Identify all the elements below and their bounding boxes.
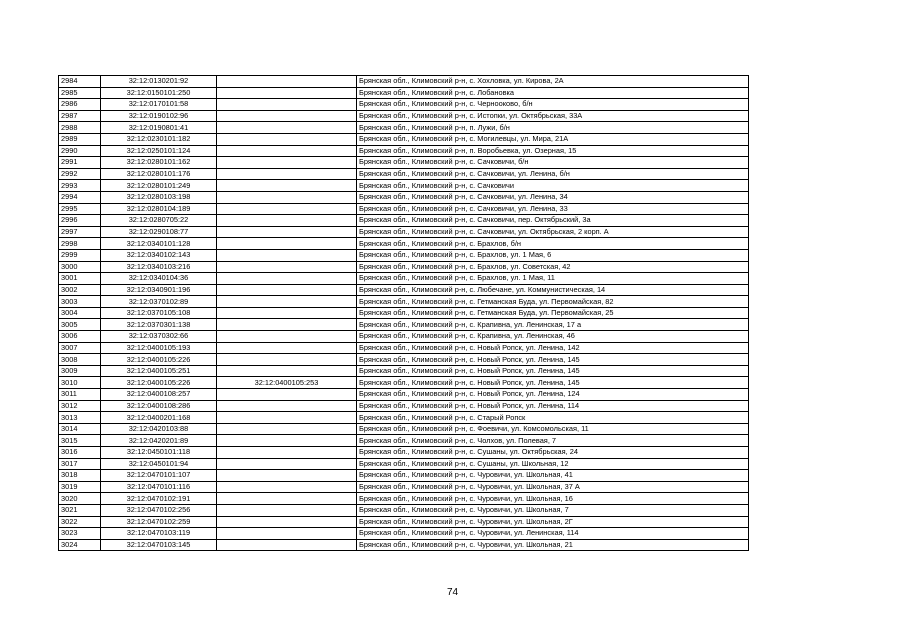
table-row (59, 470, 749, 482)
related-cadastral-number-cell (217, 319, 357, 331)
address-cell: Брянская обл., Климовский р-н, с. Чуровичи, ул. Школьная, 7 (357, 504, 749, 516)
cadastral-number-cell: 32:12:0340103:216 (101, 261, 217, 273)
table-row (59, 516, 749, 528)
row-number-cell: 3006 (59, 331, 101, 343)
address-cell: Брянская обл., Климовский р-н, с. Крапивна, ул. Ленинская, 46 (357, 331, 749, 343)
table-row (59, 493, 749, 505)
related-cadastral-number-cell (217, 238, 357, 250)
row-number-cell: 3011 (59, 389, 101, 401)
row-number-cell: 3018 (59, 470, 101, 482)
table-row (59, 412, 749, 424)
table-row (59, 249, 749, 261)
row-number-cell: 3014 (59, 423, 101, 435)
address-cell: Брянская обл., Климовский р-н, с. Хохловка, ул. Кирова, 2А (357, 76, 749, 88)
row-number-cell: 3019 (59, 481, 101, 493)
related-cadastral-number-cell (217, 365, 357, 377)
cadastral-number-cell: 32:12:0370302:66 (101, 331, 217, 343)
table-row (59, 331, 749, 343)
table-row (59, 354, 749, 366)
table-row (59, 273, 749, 285)
cadastral-number-cell: 32:12:0420103:88 (101, 423, 217, 435)
property-register-table (58, 75, 749, 551)
address-cell: Брянская обл., Климовский р-н, с. Старый Ропск (357, 412, 749, 424)
cadastral-number-cell: 32:12:0400105:226 (101, 354, 217, 366)
related-cadastral-number-cell: 32:12:0400105:253 (217, 377, 357, 389)
row-number-cell: 2986 (59, 99, 101, 111)
table-row (59, 180, 749, 192)
row-number-cell: 2987 (59, 110, 101, 122)
row-number-cell: 2990 (59, 145, 101, 157)
row-number-cell: 3010 (59, 377, 101, 389)
table-row (59, 157, 749, 169)
related-cadastral-number-cell (217, 133, 357, 145)
row-number-cell: 3001 (59, 273, 101, 285)
address-cell: Брянская обл., Климовский р-н, с. Чуровичи, ул. Школьная, 16 (357, 493, 749, 505)
address-cell: Брянская обл., Климовский р-н, с. Могилевцы, ул. Мира, 21А (357, 133, 749, 145)
table-row (59, 215, 749, 227)
related-cadastral-number-cell (217, 331, 357, 343)
table-row (59, 400, 749, 412)
related-cadastral-number-cell (217, 296, 357, 308)
related-cadastral-number-cell (217, 423, 357, 435)
related-cadastral-number-cell (217, 400, 357, 412)
row-number-cell: 3020 (59, 493, 101, 505)
address-cell: Брянская обл., Климовский р-н, с. Сачковичи (357, 180, 749, 192)
related-cadastral-number-cell (217, 226, 357, 238)
cadastral-number-cell: 32:12:0400201:168 (101, 412, 217, 424)
cadastral-number-cell: 32:12:0340102:143 (101, 249, 217, 261)
row-number-cell: 3013 (59, 412, 101, 424)
address-cell: Брянская обл., Климовский р-н, с. Гетманская Буда, ул. Первомайская, 82 (357, 296, 749, 308)
address-cell: Брянская обл., Климовский р-н, с. Истопки, ул. Октябрьская, 33А (357, 110, 749, 122)
related-cadastral-number-cell (217, 354, 357, 366)
address-cell: Брянская обл., Климовский р-н, с. Любечане, ул. Коммунистическая, 14 (357, 284, 749, 296)
cadastral-number-cell: 32:12:0280101:249 (101, 180, 217, 192)
address-cell: Брянская обл., Климовский р-н, с. Сушаны, ул. Октябрьская, 24 (357, 447, 749, 459)
table-row (59, 87, 749, 99)
row-number-cell: 3016 (59, 447, 101, 459)
related-cadastral-number-cell (217, 261, 357, 273)
cadastral-number-cell: 32:12:0340901:196 (101, 284, 217, 296)
row-number-cell: 3015 (59, 435, 101, 447)
row-number-cell: 2994 (59, 191, 101, 203)
table-body (59, 76, 749, 551)
address-cell: Брянская обл., Климовский р-н, с. Чернооково, б/н (357, 99, 749, 111)
cadastral-number-cell: 32:12:0150101:250 (101, 87, 217, 99)
cadastral-number-cell: 32:12:0370301:138 (101, 319, 217, 331)
address-cell: Брянская обл., Климовский р-н, с. Новый Ропск, ул. Ленина, 145 (357, 354, 749, 366)
row-number-cell: 2985 (59, 87, 101, 99)
table-row (59, 458, 749, 470)
related-cadastral-number-cell (217, 435, 357, 447)
related-cadastral-number-cell (217, 470, 357, 482)
table-row (59, 481, 749, 493)
address-cell: Брянская обл., Климовский р-н, с. Сачковичи, ул. Ленина, б/н (357, 168, 749, 180)
address-cell: Брянская обл., Климовский р-н, п. Воробьевка, ул. Озерная, 15 (357, 145, 749, 157)
related-cadastral-number-cell (217, 76, 357, 88)
cadastral-number-cell: 32:12:0470102:256 (101, 504, 217, 516)
cadastral-number-cell: 32:12:0370105:108 (101, 307, 217, 319)
address-cell: Брянская обл., Климовский р-н, с. Чуровичи, ул. Школьная, 2Г (357, 516, 749, 528)
cadastral-number-cell: 32:12:0230101:182 (101, 133, 217, 145)
related-cadastral-number-cell (217, 99, 357, 111)
row-number-cell: 3004 (59, 307, 101, 319)
address-cell: Брянская обл., Климовский р-н, п. Лужи, б/н (357, 122, 749, 134)
cadastral-number-cell: 32:12:0190801:41 (101, 122, 217, 134)
address-cell: Брянская обл., Климовский р-н, с. Сачковичи, ул. Ленина, 34 (357, 191, 749, 203)
row-number-cell: 3000 (59, 261, 101, 273)
address-cell: Брянская обл., Климовский р-н, с. Новый Ропск, ул. Ленина, 145 (357, 365, 749, 377)
cadastral-number-cell: 32:12:0280104:189 (101, 203, 217, 215)
related-cadastral-number-cell (217, 203, 357, 215)
address-cell: Брянская обл., Климовский р-н, с. Чуровичи, ул. Школьная, 37 А (357, 481, 749, 493)
cadastral-number-cell: 32:12:0340104:36 (101, 273, 217, 285)
related-cadastral-number-cell (217, 342, 357, 354)
address-cell: Брянская обл., Климовский р-н, с. Брахлов, ул. 1 Мая, 6 (357, 249, 749, 261)
cadastral-number-cell: 32:12:0280705:22 (101, 215, 217, 227)
table-row (59, 76, 749, 88)
related-cadastral-number-cell (217, 528, 357, 540)
table-row (59, 377, 749, 389)
table-row (59, 423, 749, 435)
table-row (59, 296, 749, 308)
table-row (59, 342, 749, 354)
cadastral-number-cell: 32:12:0250101:124 (101, 145, 217, 157)
related-cadastral-number-cell (217, 539, 357, 551)
cadastral-number-cell: 32:12:0470101:107 (101, 470, 217, 482)
related-cadastral-number-cell (217, 481, 357, 493)
row-number-cell: 3021 (59, 504, 101, 516)
address-cell: Брянская обл., Климовский р-н, с. Чуровичи, ул. Школьная, 21 (357, 539, 749, 551)
related-cadastral-number-cell (217, 168, 357, 180)
cadastral-number-cell: 32:12:0280103:198 (101, 191, 217, 203)
table-row (59, 110, 749, 122)
table-row (59, 539, 749, 551)
row-number-cell: 2997 (59, 226, 101, 238)
cadastral-number-cell: 32:12:0450101:118 (101, 447, 217, 459)
row-number-cell: 3024 (59, 539, 101, 551)
row-number-cell: 2998 (59, 238, 101, 250)
related-cadastral-number-cell (217, 180, 357, 192)
table-row (59, 191, 749, 203)
related-cadastral-number-cell (217, 493, 357, 505)
cadastral-number-cell: 32:12:0280101:176 (101, 168, 217, 180)
address-cell: Брянская обл., Климовский р-н, с. Сачковичи, ул. Октябрьская, 2 корп. А (357, 226, 749, 238)
address-cell: Брянская обл., Климовский р-н, с. Сушаны, ул. Школьная, 12 (357, 458, 749, 470)
table-row (59, 435, 749, 447)
related-cadastral-number-cell (217, 191, 357, 203)
cadastral-number-cell: 32:12:0420201:89 (101, 435, 217, 447)
related-cadastral-number-cell (217, 458, 357, 470)
cadastral-number-cell: 32:12:0400105:226 (101, 377, 217, 389)
cadastral-number-cell: 32:12:0470101:116 (101, 481, 217, 493)
table-row (59, 319, 749, 331)
table-row (59, 122, 749, 134)
page-number: 74 (446, 587, 459, 598)
cadastral-number-cell: 32:12:0450101:94 (101, 458, 217, 470)
table-row (59, 389, 749, 401)
row-number-cell: 2992 (59, 168, 101, 180)
cadastral-number-cell: 32:12:0400108:257 (101, 389, 217, 401)
cadastral-number-cell: 32:12:0340101:128 (101, 238, 217, 250)
table-row (59, 203, 749, 215)
row-number-cell: 3012 (59, 400, 101, 412)
table-row (59, 528, 749, 540)
table-row (59, 504, 749, 516)
row-number-cell: 2989 (59, 133, 101, 145)
row-number-cell: 3022 (59, 516, 101, 528)
related-cadastral-number-cell (217, 412, 357, 424)
table-row (59, 447, 749, 459)
related-cadastral-number-cell (217, 87, 357, 99)
cadastral-number-cell: 32:12:0470103:119 (101, 528, 217, 540)
related-cadastral-number-cell (217, 157, 357, 169)
address-cell: Брянская обл., Климовский р-н, с. Брахлов, ул. Советская, 42 (357, 261, 749, 273)
address-cell: Брянская обл., Климовский р-н, с. Лобановка (357, 87, 749, 99)
address-cell: Брянская обл., Климовский р-н, с. Чуровичи, ул. Школьная, 41 (357, 470, 749, 482)
related-cadastral-number-cell (217, 447, 357, 459)
related-cadastral-number-cell (217, 215, 357, 227)
cadastral-number-cell: 32:12:0400105:193 (101, 342, 217, 354)
row-number-cell: 2988 (59, 122, 101, 134)
table-row (59, 145, 749, 157)
table-row (59, 365, 749, 377)
cadastral-number-cell: 32:12:0470102:259 (101, 516, 217, 528)
cadastral-number-cell: 32:12:0170101:58 (101, 99, 217, 111)
row-number-cell: 3002 (59, 284, 101, 296)
related-cadastral-number-cell (217, 145, 357, 157)
address-cell: Брянская обл., Климовский р-н, с. Чуровичи, ул. Ленинская, 114 (357, 528, 749, 540)
row-number-cell: 2993 (59, 180, 101, 192)
row-number-cell: 2995 (59, 203, 101, 215)
related-cadastral-number-cell (217, 389, 357, 401)
related-cadastral-number-cell (217, 273, 357, 285)
row-number-cell: 2999 (59, 249, 101, 261)
table-row (59, 238, 749, 250)
related-cadastral-number-cell (217, 110, 357, 122)
address-cell: Брянская обл., Климовский р-н, с. Новый Ропск, ул. Ленина, 114 (357, 400, 749, 412)
table-row (59, 168, 749, 180)
address-cell: Брянская обл., Климовский р-н, с. Сачковичи, б/н (357, 157, 749, 169)
address-cell: Брянская обл., Климовский р-н, с. Новый Ропск, ул. Ленина, 142 (357, 342, 749, 354)
table-row (59, 307, 749, 319)
table-row (59, 226, 749, 238)
address-cell: Брянская обл., Климовский р-н, с. Гетманская Буда, ул. Первомайская, 25 (357, 307, 749, 319)
related-cadastral-number-cell (217, 504, 357, 516)
related-cadastral-number-cell (217, 307, 357, 319)
table-row (59, 284, 749, 296)
cadastral-number-cell: 32:12:0130201:92 (101, 76, 217, 88)
related-cadastral-number-cell (217, 249, 357, 261)
row-number-cell: 3008 (59, 354, 101, 366)
address-cell: Брянская обл., Климовский р-н, с. Сачковичи, пер. Октябрьский, 3а (357, 215, 749, 227)
table-row (59, 133, 749, 145)
cadastral-number-cell: 32:12:0400108:286 (101, 400, 217, 412)
table-row (59, 99, 749, 111)
cadastral-number-cell: 32:12:0400105:251 (101, 365, 217, 377)
cadastral-number-cell: 32:12:0280101:162 (101, 157, 217, 169)
cadastral-number-cell: 32:12:0190102:96 (101, 110, 217, 122)
related-cadastral-number-cell (217, 516, 357, 528)
cadastral-number-cell: 32:12:0470102:191 (101, 493, 217, 505)
address-cell: Брянская обл., Климовский р-н, с. Фоевичи, ул. Комсомольская, 11 (357, 423, 749, 435)
address-cell: Брянская обл., Климовский р-н, с. Сачковичи, ул. Ленина, 33 (357, 203, 749, 215)
address-cell: Брянская обл., Климовский р-н, с. Брахлов, ул. 1 Мая, 11 (357, 273, 749, 285)
address-cell: Брянская обл., Климовский р-н, с. Крапивна, ул. Ленинская, 17 а (357, 319, 749, 331)
row-number-cell: 3009 (59, 365, 101, 377)
cadastral-number-cell: 32:12:0370102:89 (101, 296, 217, 308)
address-cell: Брянская обл., Климовский р-н, с. Новый Ропск, ул. Ленина, 124 (357, 389, 749, 401)
row-number-cell: 3005 (59, 319, 101, 331)
row-number-cell: 2984 (59, 76, 101, 88)
row-number-cell: 3007 (59, 342, 101, 354)
related-cadastral-number-cell (217, 284, 357, 296)
related-cadastral-number-cell (217, 122, 357, 134)
table-row (59, 261, 749, 273)
row-number-cell: 3003 (59, 296, 101, 308)
row-number-cell: 2996 (59, 215, 101, 227)
address-cell: Брянская обл., Климовский р-н, с. Брахлов, б/н (357, 238, 749, 250)
cadastral-number-cell: 32:12:0470103:145 (101, 539, 217, 551)
address-cell: Брянская обл., Климовский р-н, с. Чолхов, ул. Полевая, 7 (357, 435, 749, 447)
row-number-cell: 3023 (59, 528, 101, 540)
address-cell: Брянская обл., Климовский р-н, с. Новый Ропск, ул. Ленина, 145 (357, 377, 749, 389)
cadastral-number-cell: 32:12:0290108:77 (101, 226, 217, 238)
row-number-cell: 2991 (59, 157, 101, 169)
row-number-cell: 3017 (59, 458, 101, 470)
